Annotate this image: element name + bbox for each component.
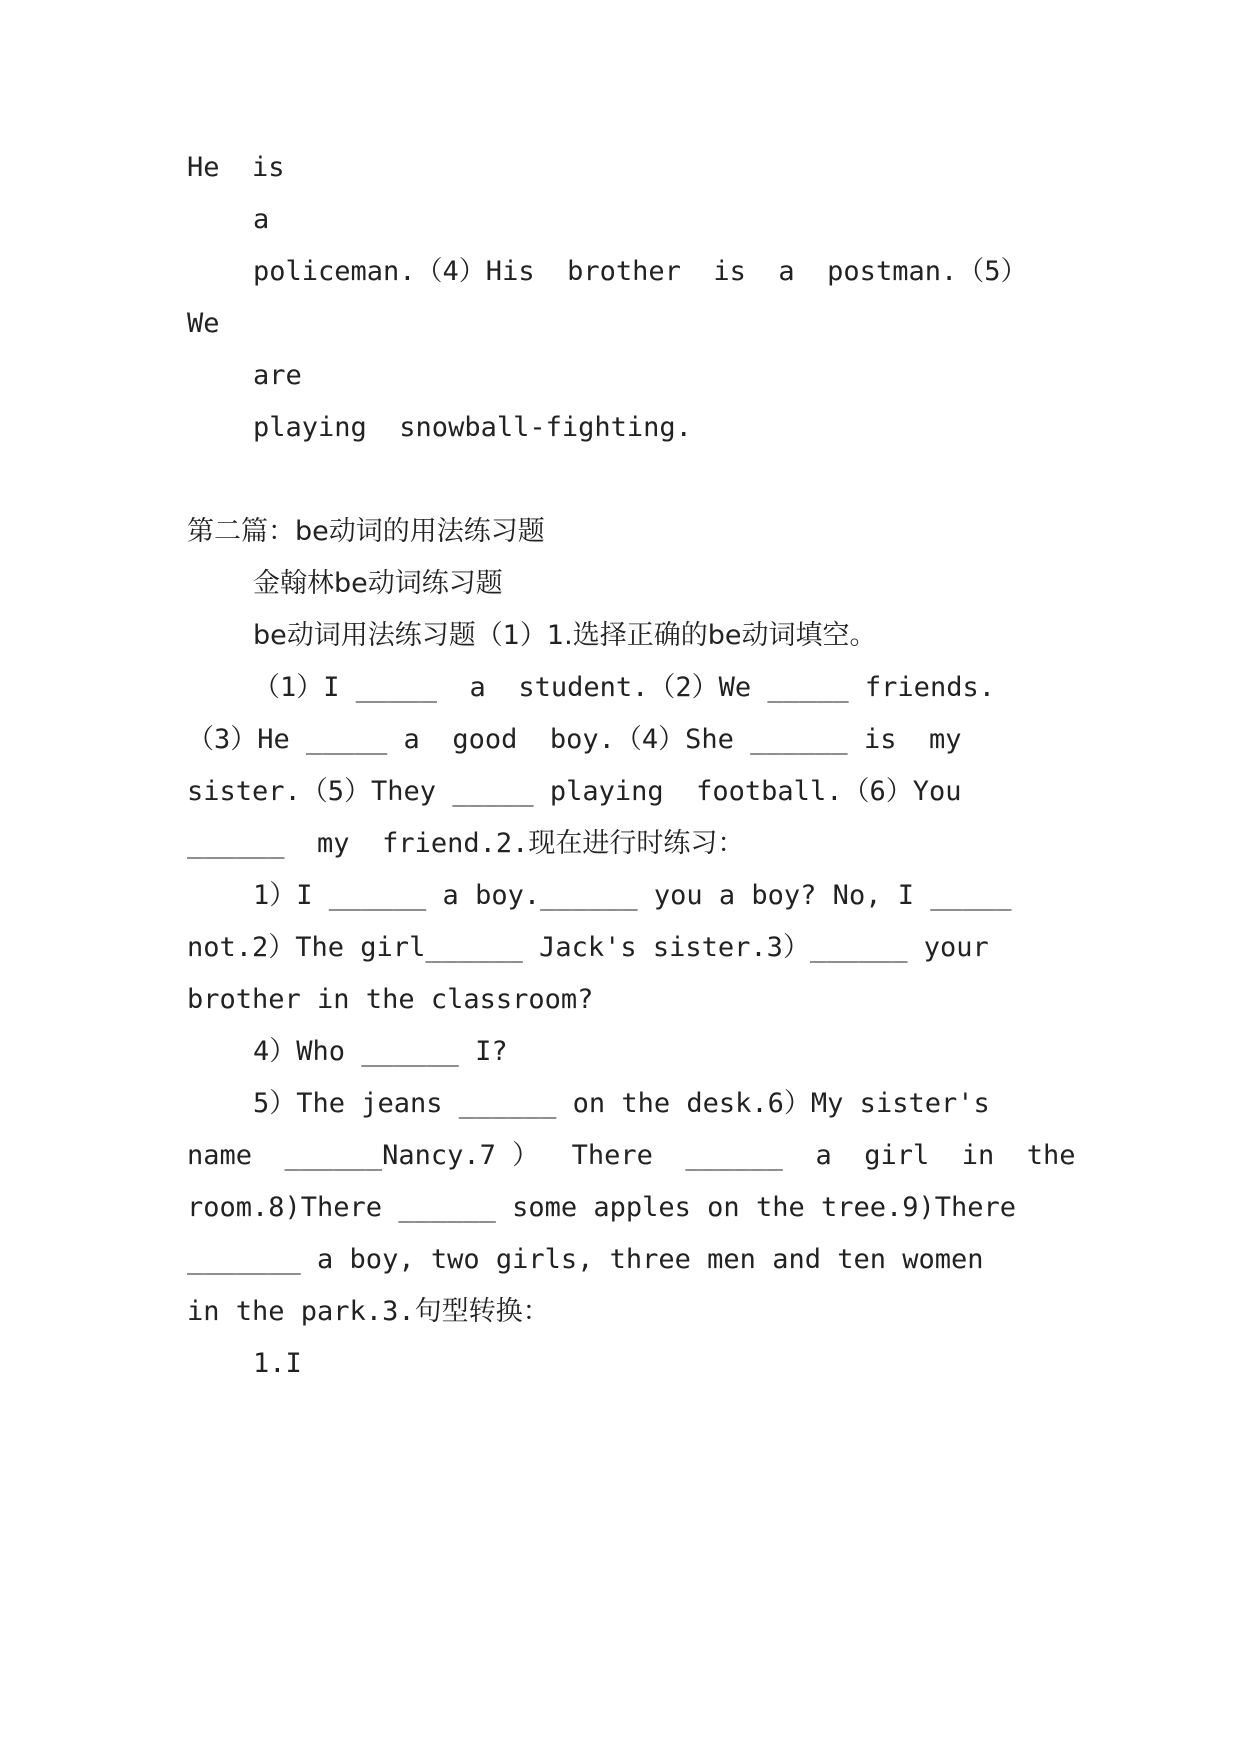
exercise-heading: be动词用法练习题（1）1.选择正确的be动词填空。 [253,620,877,651]
exercise-line: 5）The jeans ______ on the desk.6）My sister's [253,1088,990,1119]
exercise-line: brother in the classroom? [187,984,594,1015]
exercise-line: ______ my friend.2.现在进行时练习： [187,828,745,859]
answer-line: playing snowball-fighting. [253,412,692,443]
exercise-line: _______ a boy, two girls, three men and ten women [187,1244,984,1275]
answer-line: policeman.（4）His brother is a postman.（5） [253,256,1028,287]
exercise-line: in the park.3.句型转换： [187,1296,550,1327]
exercise-line: 1.I [253,1348,302,1379]
exercise-line: 4）Who ______ I? [253,1036,508,1067]
subtitle: 金翰林be动词练习题 [253,568,503,599]
exercise-line: （3）He _____ a good boy.（4）She ______ is my [187,724,962,755]
exercise-line: sister.（5）They _____ playing football.（6）You [187,776,962,807]
exercise-line: name ______Nancy.7 ） There ______ a girl in the [187,1140,1076,1171]
section-title: 第二篇：be动词的用法练习题 [187,516,545,547]
answer-line: are [253,360,302,391]
exercise-line: not.2）The girl______ Jack's sister.3）______ your [187,932,989,963]
exercise-line: room.8)There ______ some apples on the tree.9)There [187,1192,1017,1223]
answer-line: a [253,204,270,235]
exercise-line: （1）I _____ a student.（2）We _____ friends. [253,672,995,703]
answer-line: We [187,308,220,339]
exercise-line: 1）I ______ a boy.______ you a boy? No, I _____ [253,880,1012,911]
answer-line: He is [187,152,285,183]
